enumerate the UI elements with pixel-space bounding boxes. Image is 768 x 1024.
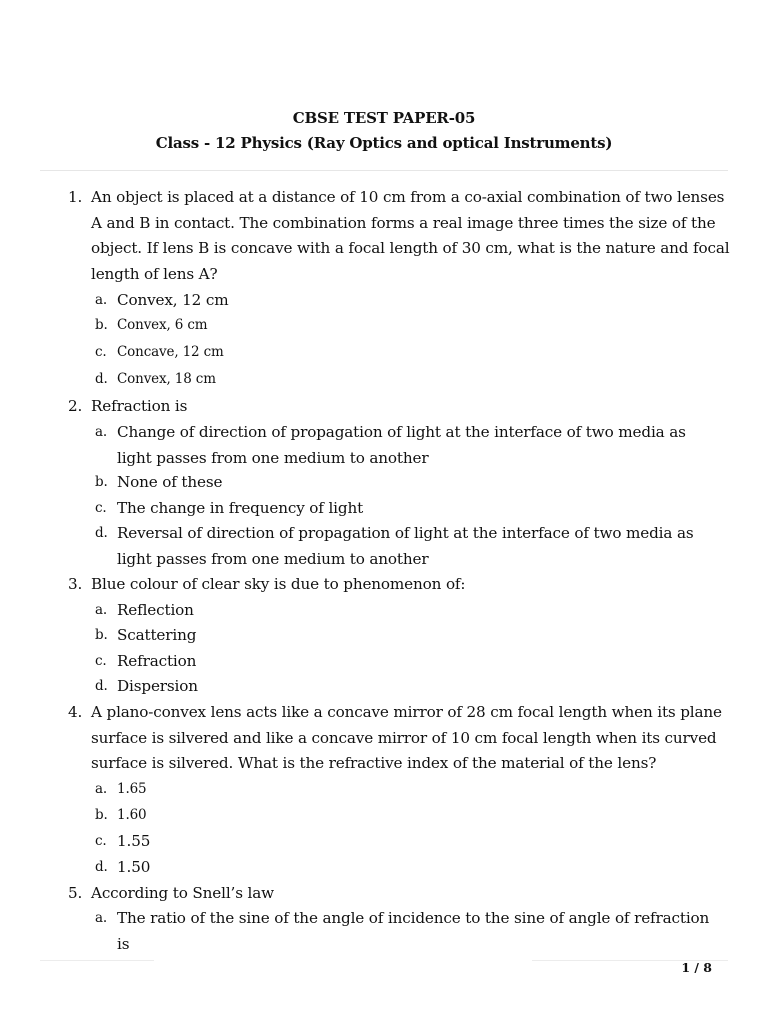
question-text: An object is placed at a distance of 10 cm from a co-axial combination of two lenses A and B in contact. The combination forms a real image three times the size of the object. If lens B is concave with a focal length of 30 cm, what is the nature and focal length of lens A?: [91, 188, 730, 283]
footer-divider-left: [40, 960, 154, 961]
option-text: Dispersion: [117, 677, 198, 695]
page-subtitle: Class - 12 Physics (Ray Optics and optical Instruments): [155, 134, 613, 152]
option-letter: a.: [95, 424, 108, 440]
question-text: A plano-convex lens acts like a concave mirror of 28 cm focal length when its plane surface is silvered and like a concave mirror of 10 cm focal length when its curved surface is silvered. What is the refractive index of the material of the lens?: [91, 703, 722, 773]
option-text: 1.55: [117, 832, 151, 850]
option-letter: a.: [95, 602, 108, 618]
option-letter: c.: [95, 500, 107, 516]
option-text: Convex, 18 cm: [117, 371, 216, 387]
option-letter: b.: [95, 317, 108, 333]
header-divider: [40, 170, 728, 171]
option-text: 1.50: [117, 858, 151, 876]
option-text: Concave, 12 cm: [117, 344, 224, 360]
question-text: Blue colour of clear sky is due to phenomenon of:: [91, 575, 466, 593]
option-text: None of these: [117, 473, 223, 491]
question-number: 3.: [68, 575, 83, 593]
option-letter: a.: [95, 910, 108, 926]
question-number: 2.: [68, 397, 83, 415]
option-text: Reversal of direction of propagation of light at the interface of two media as light passes from one medium to another: [117, 524, 694, 568]
question-text: According to Snell’s law: [91, 884, 275, 902]
page-number: 1 / 8: [681, 960, 712, 975]
question-text: Refraction is: [91, 397, 188, 415]
option-text: Convex, 6 cm: [117, 317, 208, 333]
option-letter: b.: [95, 807, 108, 823]
option-letter: a.: [95, 781, 108, 797]
option-letter: b.: [95, 627, 108, 643]
option-text: Scattering: [117, 626, 197, 644]
question-number: 1.: [68, 188, 83, 206]
option-letter: d.: [95, 371, 108, 387]
option-letter: b.: [95, 474, 108, 490]
option-letter: d.: [95, 859, 108, 875]
option-letter: d.: [95, 525, 108, 541]
option-text: 1.60: [117, 807, 147, 823]
option-letter: a.: [95, 292, 108, 308]
option-letter: c.: [95, 833, 107, 849]
question-number: 4.: [68, 703, 83, 721]
page-title: CBSE TEST PAPER-05: [292, 109, 476, 127]
option-text: The change in frequency of light: [117, 499, 364, 517]
option-letter: d.: [95, 678, 108, 694]
question-number: 5.: [68, 884, 83, 902]
option-letter: c.: [95, 653, 107, 669]
option-letter: c.: [95, 344, 107, 360]
option-text: 1.65: [117, 781, 147, 797]
option-text: Reflection: [117, 601, 194, 619]
option-text: Refraction: [117, 652, 197, 670]
option-text: The ratio of the sine of the angle of incidence to the sine of angle of refraction is: [117, 909, 710, 953]
option-text: Convex, 12 cm: [117, 291, 229, 309]
option-text: Change of direction of propagation of light at the interface of two media as light passes from one medium to another: [117, 423, 686, 467]
